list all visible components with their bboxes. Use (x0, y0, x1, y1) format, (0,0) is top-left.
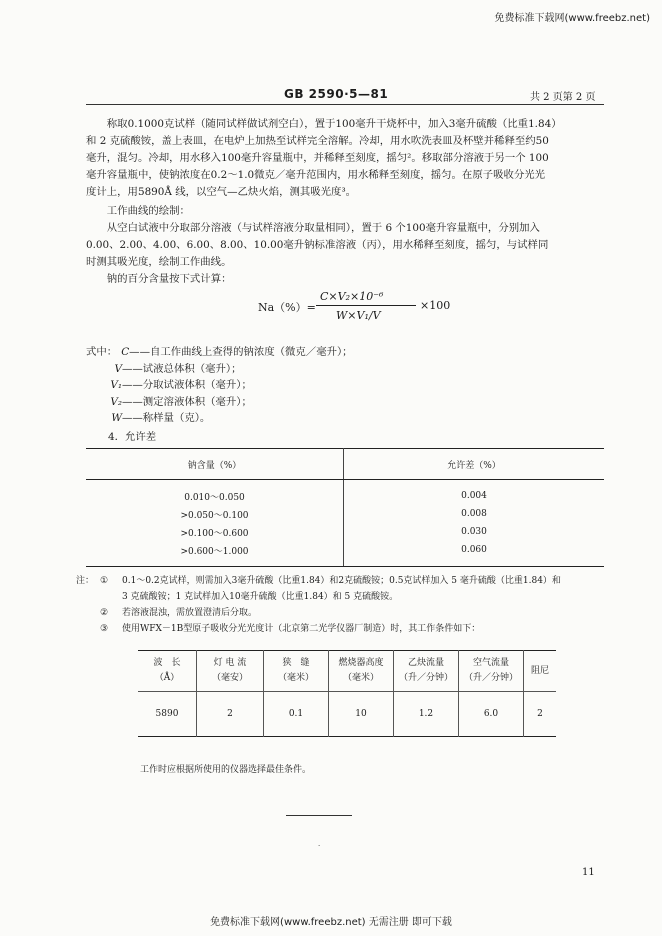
variable-desc: ——自工作曲线上查得的钠浓度（微克／毫升）； (129, 346, 353, 358)
condition-value: 0.1 (264, 692, 329, 737)
notes (76, 573, 610, 637)
working-curve-line: 从空白试液中分取部分溶液（与试样溶液分取量相同），置于 6 个100毫升容量瓶中，分别加入 (106, 222, 540, 234)
tolerance-header: 钠含量（%） (86, 449, 344, 480)
note-line: 若溶液混浊，需放置澄清后分取。 (122, 608, 258, 618)
variable-symbol: W (111, 412, 122, 424)
condition-header (524, 651, 557, 692)
sodium-range-cell: >0.100～0.600 (86, 523, 344, 541)
procedure-paragraph (86, 116, 606, 201)
sodium-range-cell: 0.010～0.050 (86, 480, 344, 506)
note-marker: ③ (100, 624, 109, 634)
condition-header (264, 651, 329, 692)
calculation-intro: 钠的百分含量按下式计算： (106, 273, 232, 285)
variable-symbol: V₁ (110, 379, 122, 391)
note-marker: ② (100, 608, 109, 618)
procedure-line: 度计上，用5890Å 线，以空气—乙炔火焰，测其吸光度³。 (86, 186, 357, 198)
condition-header-unit: （升／分钟） (463, 673, 518, 683)
condition-header-unit: （毫米） (277, 673, 314, 683)
note-line: 使用WFX－1B型原子吸收分光光度计（北京第二光学仪器厂制造）时，其工作条件如下： (122, 624, 481, 634)
note-item (100, 605, 610, 621)
scan-speck: · (318, 842, 321, 850)
variable-row (86, 361, 353, 378)
procedure-line: 毫升容量瓶中，使钠浓度在0.2～1.0微克／毫升范围内，用水稀释至刻度，摇匀。在原子吸收分光光 (86, 169, 546, 181)
variable-symbol: V₂ (110, 395, 122, 408)
variable-row (86, 377, 353, 394)
tolerance-cell: 0.030 (461, 527, 487, 537)
formula-denominator: W×V₁/V (336, 309, 381, 322)
variable-symbol: C (121, 346, 130, 358)
condition-value: 6.0 (459, 692, 524, 737)
tolerance-header-row (86, 449, 604, 480)
table-row (86, 480, 604, 506)
formula-fraction-line (316, 305, 416, 306)
table-row (138, 692, 556, 737)
conditions-header-row (138, 651, 556, 692)
tolerance-cell: 0.008 (461, 509, 487, 519)
formula-lhs: Na（%）= (258, 301, 316, 314)
condition-header (138, 651, 197, 692)
condition-header (197, 651, 264, 692)
tolerance-cell: 0.004 (461, 491, 487, 501)
page-count: 共 2 页第 2 页 (530, 92, 596, 103)
tolerance-table (86, 448, 604, 567)
variable-symbol: V (114, 362, 122, 375)
note-marker: ① (100, 576, 109, 586)
condition-value: 2 (524, 692, 557, 737)
condition-header-name: 波 长 (153, 658, 181, 668)
procedure-line: 称取0.1000克试样（随同试样做试剂空白），置于100毫升干烧杯中，加入3毫升硫酸（比重1.84） (106, 118, 562, 130)
sodium-formula (258, 290, 478, 330)
sodium-range-cell: >0.600～1.000 (86, 541, 344, 567)
notes-prefix: 注： (76, 576, 95, 586)
variable-row (86, 344, 353, 361)
table-row (86, 541, 604, 567)
formula-tail: ×100 (420, 299, 451, 312)
condition-header-name: 空气流量 (472, 658, 509, 668)
header-rule (86, 104, 604, 105)
condition-header-unit: （升／分钟） (398, 673, 453, 683)
condition-value: 10 (329, 692, 394, 737)
formula-numerator: C×V₂×10⁻⁶ (320, 290, 384, 303)
note-item (76, 573, 610, 605)
variable-desc: ——称样量（克）。 (122, 412, 211, 424)
note-line: 3 克硫酸铵；1 克试样加入10毫升硫酸（比重1.84）和 5 克硫酸铵。 (122, 592, 399, 602)
tolerance-title: 4．允许差 (108, 431, 157, 443)
condition-value: 2 (197, 692, 264, 737)
condition-header (394, 651, 459, 692)
condition-value: 5890 (138, 692, 197, 737)
working-curve-title: 工作曲线的绘制： (106, 205, 190, 217)
condition-header (459, 651, 524, 692)
condition-value: 1.2 (394, 692, 459, 737)
table-row (86, 523, 604, 541)
end-rule (286, 815, 352, 816)
watermark-bottom: 免费标准下载网(www.freebz.net) 无需注册 即可下载 (210, 917, 452, 928)
variable-row (86, 394, 353, 411)
watermark-top: 免费标准下载网(www.freebz.net) (494, 13, 650, 24)
tolerance-header: 允许差（%） (344, 449, 605, 480)
tolerance-cell: 0.060 (344, 541, 605, 567)
note-line: 0.1～0.2克试样，则需加入3毫升硫酸（比重1.84）和2克硫酸铵；0.5克试样加入 5 毫升硫酸（比重1.84）和 (122, 576, 561, 586)
page-number: 11 (582, 867, 595, 878)
condition-header-name: 乙炔流量 (407, 658, 444, 668)
variable-desc: ——试液总体积（毫升）； (122, 362, 242, 375)
procedure-line: 毫升，混匀。冷却，用水移入100毫升容量瓶中，并稀释至刻度，摇匀²。移取部分溶液于另一个 100 (86, 152, 549, 164)
sodium-range-cell: >0.050～0.100 (86, 505, 344, 523)
condition-header-name: 阻尼 (530, 665, 549, 676)
condition-header-unit: （毫米） (342, 673, 379, 683)
condition-header-unit: （毫安） (211, 673, 248, 683)
note-item (100, 621, 610, 637)
standard-code: GB 2590·5—81 (284, 87, 389, 101)
variables-prefix: 式中： (86, 346, 118, 358)
instrument-conditions-table (138, 650, 556, 737)
condition-header-unit: （Å） (154, 673, 180, 683)
variable-definitions (86, 344, 353, 427)
working-curve-line: 0.00、2.00、4.00、6.00、8.00、10.00毫升钠标准溶液（丙），用水稀释至刻度，摇匀，与试样同 (86, 239, 549, 251)
variable-row (86, 410, 353, 427)
condition-header-name: 灯 电 流 (213, 658, 247, 668)
working-curve-line: 时测其吸光度，绘制工作曲线。 (86, 256, 232, 268)
condition-header (329, 651, 394, 692)
procedure-line: 和 2 克硫酸铵，盖上表皿，在电炉上加热至试样完全溶解。冷却，用水吹洗表皿及杯壁并稀释至约50 (86, 135, 549, 147)
working-curve-section (86, 203, 606, 288)
table-row (86, 505, 604, 523)
variable-desc: ——分取试液体积（毫升）； (122, 379, 252, 391)
variable-desc: ——测定溶液体积（毫升）； (122, 395, 252, 408)
condition-header-name: 狭 缝 (282, 658, 310, 668)
closing-note: 工作时应根据所使用的仪器选择最佳条件。 (140, 765, 312, 775)
condition-header-name: 燃烧器高度 (338, 658, 384, 668)
